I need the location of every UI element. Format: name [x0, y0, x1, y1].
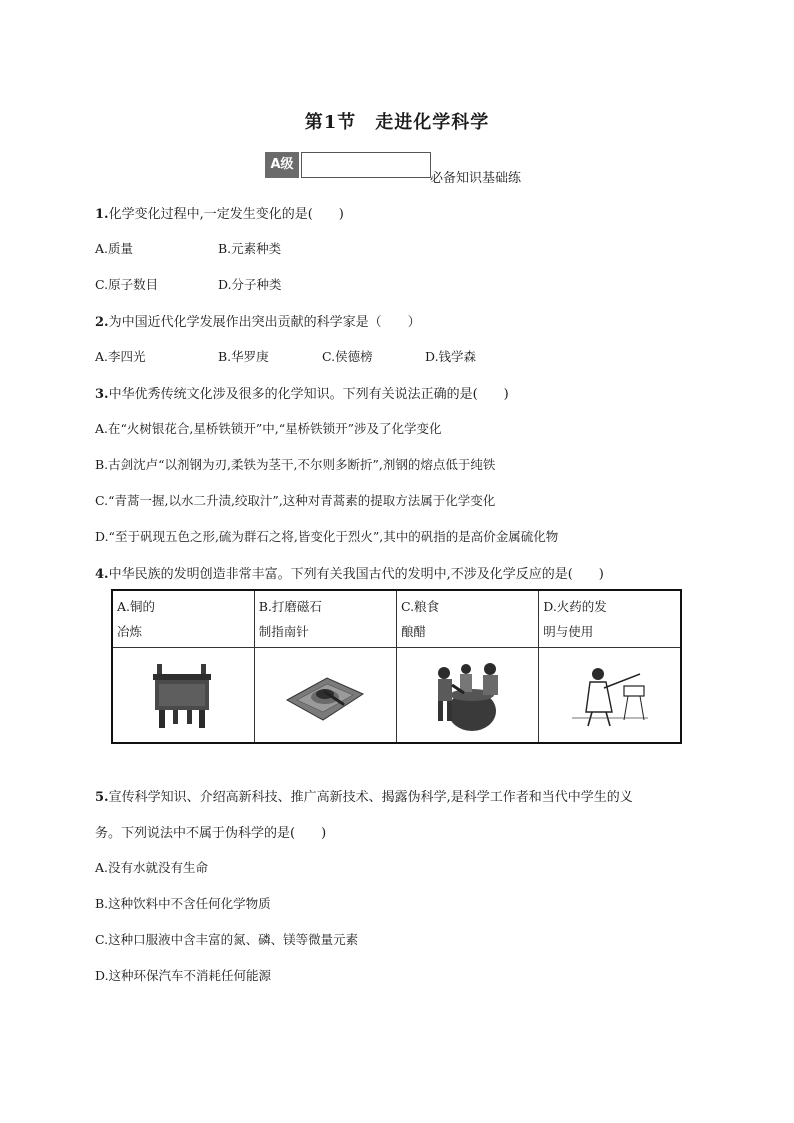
question-number: 1.	[95, 207, 109, 222]
cell-option-d: D.火药的发 明与使用	[539, 590, 681, 648]
level-blank-box	[301, 152, 431, 178]
question-5-continued: 务。下列说法中不属于伪科学的是( )	[95, 826, 327, 841]
level-badge: A级	[265, 152, 299, 178]
q2-option-d: D.钱学森	[425, 349, 477, 364]
question-stem: 宣传科学知识、介绍高新科技、推广高新技术、揭露伪科学,是科学工作者和当代中学生的义	[108, 790, 633, 805]
table-row	[112, 590, 681, 648]
question-number: 2.	[95, 315, 109, 330]
question-3	[95, 383, 509, 402]
q5-option-b: B.这种饮料中不含任何化学物质	[95, 896, 271, 911]
question-4	[95, 563, 604, 582]
compass-sinan-icon	[283, 664, 367, 726]
question-stem: 化学变化过程中,一定发生变化的是( )	[108, 207, 344, 222]
q5-option-a: A.没有水就没有生命	[95, 860, 209, 875]
q3-option-b: B.古剑沈卢“以剂钢为刃,柔铁为茎干,不尔则多断折”,剂钢的熔点低于纯铁	[95, 457, 496, 472]
gunpowder-rocket-icon	[568, 660, 652, 730]
cell-option-b: B.打磨磁石 制指南针	[254, 590, 396, 648]
q2-option-c: C.侯德榜	[322, 349, 373, 364]
question-2	[95, 311, 421, 330]
image-cell-b	[254, 648, 396, 744]
cell-option-c: C.粮食 酿醋	[397, 590, 539, 648]
level-label: 必备知识基础练	[430, 171, 522, 186]
question-number: 3.	[95, 387, 109, 402]
q3-option-a: A.在“火树银花合,星桥铁锁开”中,“星桥铁锁开”涉及了化学变化	[95, 421, 442, 436]
question-stem: 为中国近代化学发展作出突出贡献的科学家是（ ）	[108, 315, 421, 330]
q1-option-b: B.元素种类	[218, 241, 282, 256]
image-cell-d	[539, 648, 681, 744]
image-cell-a	[112, 648, 254, 744]
question-1	[95, 203, 344, 222]
q5-option-d: D.这种环保汽车不消耗任何能源	[95, 968, 272, 983]
vinegar-brewing-icon	[428, 655, 508, 735]
cell-option-a: A.铜的 冶炼	[112, 590, 254, 648]
q3-option-d: D.“至于矾现五色之形,硫为群石之将,皆变化于烈火”,其中的矾指的是高价金属硫化物	[95, 529, 559, 544]
question-5	[95, 786, 633, 805]
q1-option-c: C.原子数目	[95, 277, 159, 292]
q5-option-c: C.这种口服液中含丰富的氮、磷、镁等微量元素	[95, 932, 359, 947]
bronze-ding-icon	[143, 658, 223, 732]
page-title: 第1节 走进化学科学	[304, 112, 490, 133]
question-stem: 中华民族的发明创造非常丰富。下列有关我国古代的发明中,不涉及化学反应的是( )	[108, 567, 604, 582]
table-row	[112, 648, 681, 744]
q1-option-d: D.分子种类	[218, 277, 282, 292]
q3-option-c: C.“青蒿一握,以水二升渍,绞取汁”,这种对青蒿素的提取方法属于化学变化	[95, 493, 496, 508]
q2-option-b: B.华罗庚	[218, 349, 269, 364]
question-number: 5.	[95, 790, 109, 805]
question-stem: 中华优秀传统文化涉及很多的化学知识。下列有关说法正确的是( )	[108, 387, 509, 402]
q2-option-a: A.李四光	[95, 349, 146, 364]
inventions-table	[111, 589, 682, 744]
image-cell-c	[397, 648, 539, 744]
q1-option-a: A.质量	[95, 241, 134, 256]
question-number: 4.	[95, 567, 109, 582]
